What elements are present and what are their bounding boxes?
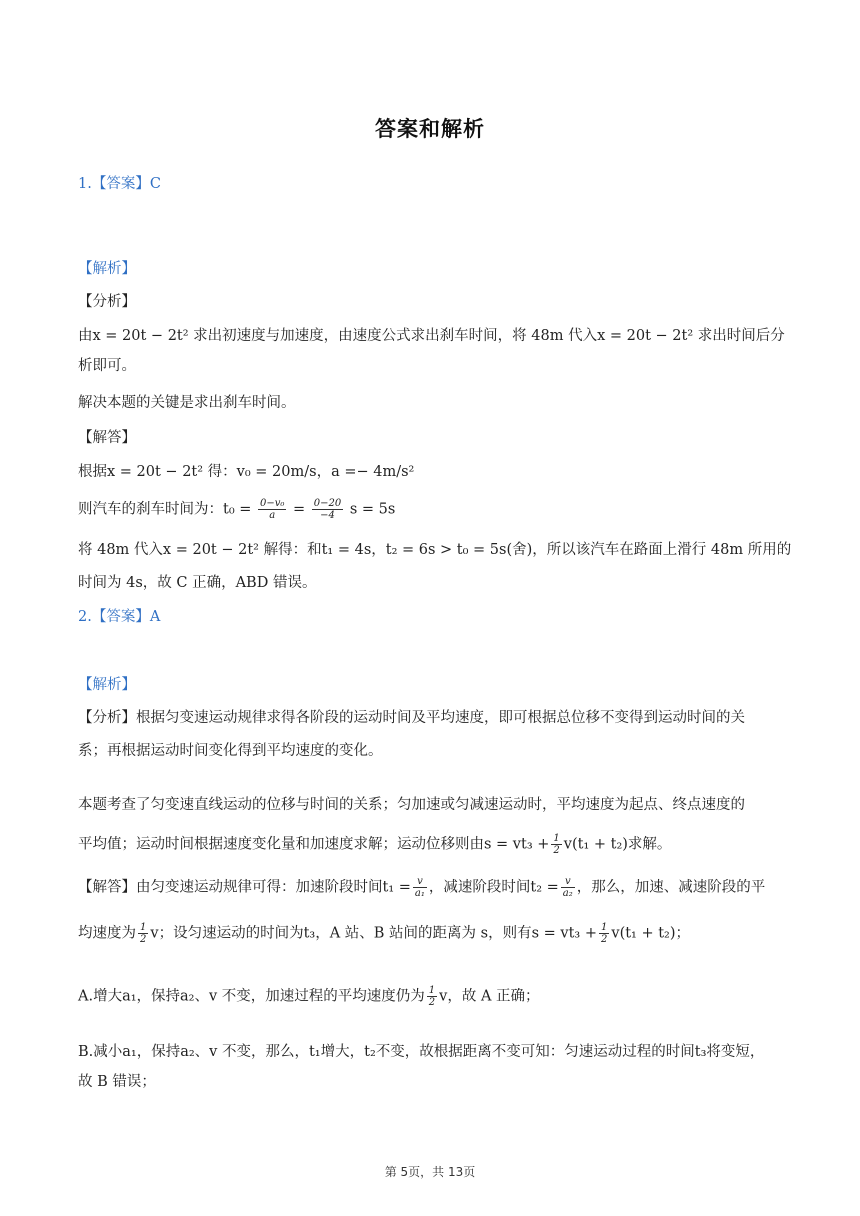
t2-denominator: a₂ [562,888,573,899]
q2-option-b-line-1: B.减小a₁，保持a₂、v 不变，那么，t₁增大，t₂不变，故根据距离不变可知：匀速运动过程的时间t₃将变短， [78,1044,765,1060]
q1-key-point: 解决本题的关键是求出刹车时间。 [78,395,296,411]
q2-t1-fraction [413,876,427,899]
q1-solution-step-1: 根据x = 20t − 2t² 得：v₀ = 20m/s，a =− 4m/s² [78,464,415,480]
q2-jieda-l1-suffix: ，那么，加速、减速阶段的平 [576,879,766,896]
q2-half-fraction-1 [551,833,561,856]
q2-jieda-line-2 [78,922,783,945]
half-denominator: 2 [428,997,436,1008]
half-denominator: 2 [553,845,560,856]
q2-half-fraction-3 [599,922,609,945]
q1-answer-line: 1.【答案】C [78,176,161,192]
q2-kaocha-line-1: 本题考查了匀变速直线运动的位移与时间的关系；匀加速或匀减速运动时，平均速度为起点、终点速度的 [78,797,745,813]
q2-kaocha-line-2 [78,833,783,856]
q1-solution-step-2 [78,498,783,521]
q1-solution-step-3: 将 48m 代入x = 20t − 2t² 解得：和t₁ = 4s，t₂ = 6s > t₀ = 5s(舍)，所以该汽车在路面上滑行 48m 所用的 [78,542,792,558]
q2-kaocha-suffix: v(t₁ + t₂)求解。 [563,836,672,853]
q1-step2-equals: = [293,501,306,518]
q2-half-fraction-2 [138,922,148,945]
q2-option-a-suffix: v，故 A 正确； [439,988,540,1005]
q1-step2-result: s = 5s [349,501,396,518]
q2-half-fraction-4 [427,985,437,1008]
q2-kaocha-prefix: 平均值；运动时间根据速度变化量和加速度求解；运动位移则由s = vt₃ + [78,836,550,853]
q2-option-a-prefix: A.增大a₁，保持a₂、v 不变，加速过程的平均速度仍为 [78,988,425,1005]
q2-jiexi-heading: 【解析】 [78,677,136,693]
q1-jiexi-heading: 【解析】 [78,261,136,277]
q2-option-a [78,985,783,1008]
q1-fraction-1-denominator: a [269,510,276,521]
q2-jieda-l2-middle: v；设匀速运动的时间为t₃，A 站、B 站间的距离为 s，则有s = vt₃ + [150,925,597,942]
q1-fraction-1-numerator: 0−v₀ [260,498,285,509]
q1-fenxi-line-1: 由x = 20t − 2t² 求出初速度与加速度，由速度公式求出刹车时间，将 48m 代入x = 20t − 2t² 求出时间后分 [78,328,785,344]
q1-fenxi-line-2: 析即可。 [78,358,136,374]
half-denominator: 2 [140,934,147,945]
t1-numerator: v [413,876,427,888]
q2-jieda-l1-middle: ，减速阶段时间t₂ = [428,879,559,896]
q1-fraction-2-denominator: −4 [320,510,335,521]
q2-answer-line: 2.【答案】A [78,609,161,625]
half-denominator: 2 [601,934,608,945]
q2-jieda-l2-prefix: 均速度为 [78,925,136,942]
t2-numerator: v [561,876,575,888]
q2-option-b-line-2: 故 B 错误； [78,1074,156,1090]
q2-t2-fraction [561,876,575,899]
q1-fenxi-heading: 【分析】 [78,294,136,310]
half-numerator: 1 [428,985,436,996]
t1-denominator: a₁ [414,888,425,899]
half-numerator: 1 [140,922,147,933]
q1-jieda-heading: 【解答】 [78,430,136,446]
half-numerator: 1 [553,833,560,844]
q1-fraction-2 [312,498,343,521]
q2-jieda-l1-prefix: 【解答】由匀变速运动规律可得：加速阶段时间t₁ = [78,879,411,896]
q2-fenxi-line-2: 系；再根据运动时间变化得到平均速度的变化。 [78,743,383,759]
q1-fraction-2-numerator: 0−20 [313,498,342,509]
q1-fraction-1 [258,498,286,521]
q1-solution-step-4: 时间为 4s，故 C 正确，ABD 错误。 [78,575,317,591]
q2-fenxi-line-1: 【分析】根据匀变速运动规律求得各阶段的运动时间及平均速度，即可根据总位移不变得到运动时间的关 [78,710,745,726]
q2-jieda-l2-suffix: v(t₁ + t₂)； [611,925,691,942]
half-numerator: 1 [601,922,608,933]
q1-step2-prefix: 则汽车的刹车时间为：t₀ = [78,501,252,518]
page-title: 答案和解析 [375,117,485,141]
q2-jieda-line-1 [78,876,783,899]
page-footer: 第 5页，共 13页 [384,1165,476,1179]
